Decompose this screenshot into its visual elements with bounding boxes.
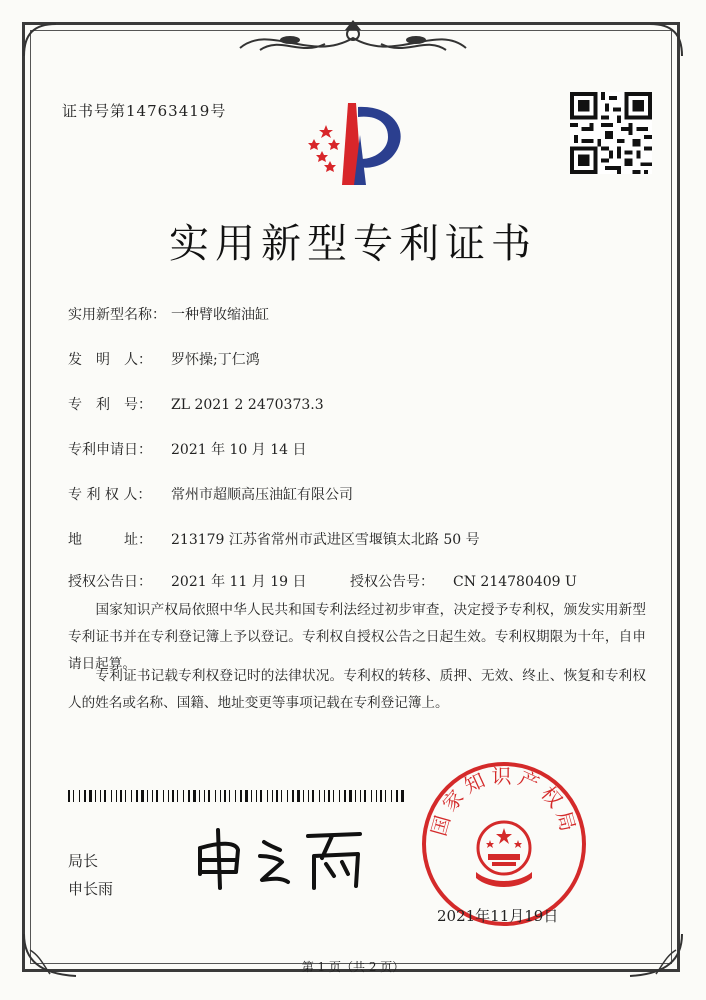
barcode-bar bbox=[260, 790, 262, 802]
top-ornament-icon bbox=[230, 18, 476, 64]
barcode-bar bbox=[177, 790, 178, 802]
barcode-bar bbox=[95, 790, 96, 802]
field-value: 一种臂收缩油缸 bbox=[171, 307, 269, 323]
field-grant-date bbox=[68, 571, 307, 591]
barcode-bar bbox=[333, 790, 334, 802]
barcode-bar bbox=[339, 790, 340, 802]
barcode-bar bbox=[111, 790, 112, 802]
barcode-bar bbox=[235, 790, 236, 802]
field-label: 地 址： bbox=[68, 532, 152, 548]
barcode-bar bbox=[188, 790, 190, 802]
barcode-bar bbox=[355, 790, 356, 802]
barcode-bar bbox=[163, 790, 164, 802]
barcode-bar bbox=[272, 790, 273, 802]
barcode-bar bbox=[168, 790, 169, 802]
barcode-bar bbox=[240, 790, 242, 802]
field-inventor bbox=[68, 349, 260, 369]
legal-paragraph-1: 国家知识产权局依照中华人民共和国专利法经过初步审查，决定授予专利权，颁发实用新型专利证书并在专利登记簿上予以登记。专利权自授权公告之日起生效。专利权期限为十年，自申请日起算。 bbox=[68, 602, 646, 672]
seal-date: 2021年11月19日 bbox=[437, 907, 559, 925]
barcode-bar bbox=[147, 790, 148, 802]
field-label: 专 利 权 人： bbox=[68, 487, 152, 503]
field-value: 2021 年 10 月 14 日 bbox=[171, 442, 307, 458]
field-label: 专利申请日： bbox=[68, 442, 152, 458]
barcode-bar bbox=[251, 790, 252, 802]
barcode-bar bbox=[229, 790, 230, 802]
barcode-bar bbox=[256, 790, 257, 802]
barcode-bar bbox=[116, 790, 117, 802]
barcode-bar bbox=[215, 790, 216, 802]
field-address bbox=[68, 529, 480, 549]
barcode-bar bbox=[73, 790, 74, 802]
barcode-bar bbox=[224, 790, 226, 802]
certificate-number: 证书号第14763419号 bbox=[62, 102, 227, 120]
director-signature-icon bbox=[190, 822, 370, 894]
field-label: 实用新型名称： bbox=[68, 307, 166, 323]
field-value: 常州市超顺高压油缸有限公司 bbox=[171, 487, 353, 503]
field-value: CN 214780409 U bbox=[453, 574, 577, 590]
field-filing-date bbox=[68, 439, 307, 459]
barcode-bar bbox=[267, 790, 268, 802]
barcode-bar bbox=[328, 790, 330, 802]
barcode-bar bbox=[131, 790, 132, 802]
field-utility-model-name bbox=[68, 304, 269, 324]
patent-office-logo-icon bbox=[296, 95, 416, 190]
barcode-bar bbox=[220, 790, 221, 802]
field-value: 213179 江苏省常州市武进区雪堰镇太北路 50 号 bbox=[171, 532, 480, 548]
corner-ornament-top-left-icon bbox=[20, 20, 60, 60]
director-title: 局长 bbox=[68, 852, 99, 870]
barcode-bar bbox=[297, 790, 300, 802]
barcode-bar bbox=[401, 790, 404, 802]
barcode-bar bbox=[380, 790, 382, 802]
page-footer: 第 1 页（共 2 页） bbox=[301, 960, 405, 974]
field-value: 罗怀操;丁仁鸿 bbox=[171, 352, 260, 368]
barcode-bar bbox=[204, 790, 205, 802]
director-name: 申长雨 bbox=[68, 880, 114, 898]
barcode-bar bbox=[349, 790, 352, 802]
barcode-bar bbox=[245, 790, 248, 802]
barcode-bar bbox=[391, 790, 392, 802]
corner-ornament-top-right-icon bbox=[646, 20, 686, 60]
barcode-bar bbox=[287, 790, 288, 802]
barcode-icon bbox=[68, 790, 408, 802]
official-seal-icon bbox=[420, 760, 588, 928]
barcode-bar bbox=[303, 790, 304, 802]
barcode-bar bbox=[199, 790, 200, 802]
barcode-bar bbox=[125, 790, 126, 802]
barcode-bar bbox=[324, 790, 325, 802]
barcode-bar bbox=[183, 790, 184, 802]
barcode-bar bbox=[100, 790, 101, 802]
field-label: 专 利 号： bbox=[68, 397, 152, 413]
barcode-bar bbox=[89, 790, 92, 802]
barcode-bar bbox=[120, 790, 122, 802]
barcode-bar bbox=[156, 790, 158, 802]
barcode-bar bbox=[312, 790, 314, 802]
qr-code-icon bbox=[570, 92, 652, 174]
barcode-bar bbox=[308, 790, 309, 802]
legal-paragraph-2: 专利证书记载专利权登记时的法律状况。专利权的转移、质押、无效、终止、恢复和专利权人的姓名或名称、国籍、地址变更等事项记载在专利登记簿上。 bbox=[68, 668, 646, 711]
field-grant-number bbox=[350, 571, 577, 591]
barcode-bar bbox=[79, 790, 80, 802]
barcode-bar bbox=[344, 790, 346, 802]
barcode-bar bbox=[385, 790, 386, 802]
barcode-bar bbox=[208, 790, 210, 802]
barcode-bar bbox=[276, 790, 278, 802]
barcode-bar bbox=[360, 790, 361, 802]
barcode-bar bbox=[371, 790, 372, 802]
barcode-bar bbox=[84, 790, 86, 802]
barcode-bar bbox=[136, 790, 138, 802]
barcode-bar bbox=[292, 790, 294, 802]
field-value: 2021 年 11 月 19 日 bbox=[171, 574, 307, 590]
barcode-bar bbox=[141, 790, 144, 802]
barcode-bar bbox=[364, 790, 366, 802]
field-label: 授权公告日： bbox=[68, 574, 152, 590]
field-label: 发 明 人： bbox=[68, 352, 152, 368]
field-value: ZL 2021 2 2470373.3 bbox=[171, 397, 324, 413]
certificate-title: 实用新型专利证书 bbox=[169, 221, 537, 267]
barcode-bar bbox=[68, 790, 70, 802]
field-patentee bbox=[68, 484, 353, 504]
barcode-bar bbox=[104, 790, 106, 802]
barcode-bar bbox=[319, 790, 320, 802]
barcode-bar bbox=[281, 790, 282, 802]
svg-text:国家知识产权局: 国家知识产权局 bbox=[426, 763, 582, 839]
field-label: 授权公告号： bbox=[350, 574, 434, 590]
barcode-bar bbox=[376, 790, 377, 802]
field-patent-number bbox=[68, 394, 324, 414]
barcode-bar bbox=[172, 790, 174, 802]
barcode-bar bbox=[193, 790, 196, 802]
barcode-bar bbox=[396, 790, 398, 802]
barcode-bar bbox=[152, 790, 153, 802]
